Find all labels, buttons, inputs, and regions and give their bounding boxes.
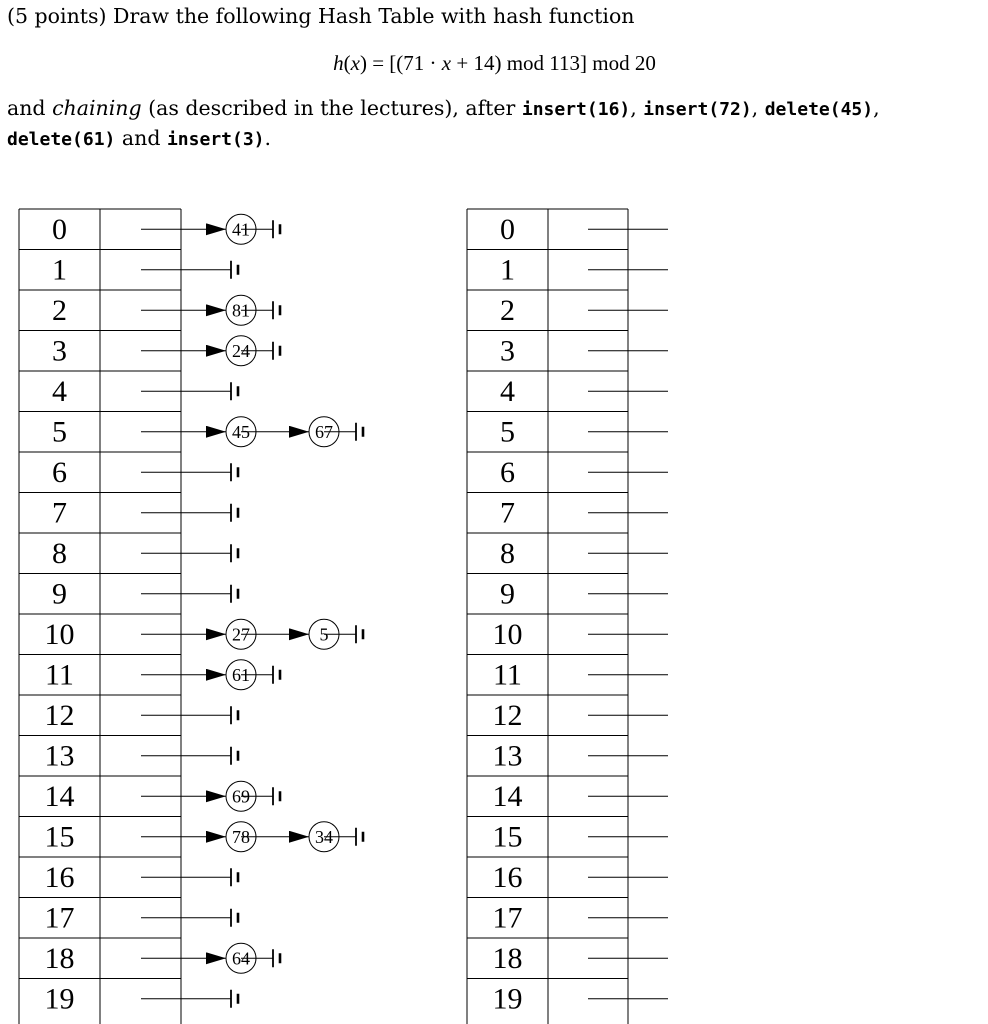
problem-intro: (5 points) Draw the following Hash Table with hash function <box>7 4 635 28</box>
answer-row-index: 11 <box>493 658 522 692</box>
answer-row-index: 8 <box>500 537 515 570</box>
chain-node-value: 45 <box>232 421 250 442</box>
sep-1: , <box>630 96 644 120</box>
answer-row-index: 19 <box>492 982 523 1016</box>
given-row-index: 13 <box>44 739 75 773</box>
answer-row-index: 5 <box>500 415 515 449</box>
sep-3: , <box>873 96 880 120</box>
chain-node-value: 67 <box>315 421 333 442</box>
hash-function-formula: h(x) = [(71 · x + 14) mod 113] mod 20 <box>333 51 656 75</box>
given-row-index: 0 <box>52 213 67 246</box>
formula-mid-var: x <box>441 51 452 75</box>
text-and-2: and <box>115 126 167 150</box>
chain-node-value: 69 <box>232 786 250 807</box>
answer-row-index: 9 <box>500 577 515 611</box>
answer-row-index: 14 <box>492 780 523 813</box>
answer-row-index: 17 <box>492 901 523 935</box>
op-delete-61: delete(61) <box>7 129 116 150</box>
chain-node-value: 5 <box>319 624 329 645</box>
given-row-index: 19 <box>44 982 75 1016</box>
answer-row-index: 4 <box>500 375 515 408</box>
given-row-index: 3 <box>52 334 67 368</box>
chain-node-value: 61 <box>232 664 250 685</box>
answer-row-index: 16 <box>492 861 523 894</box>
given-row-index: 14 <box>44 780 75 813</box>
op-insert-3: insert(3) <box>166 129 265 150</box>
chain-node-value: 78 <box>232 826 250 847</box>
op-insert-16: insert(16) <box>521 99 631 120</box>
chain-node-value: 27 <box>232 624 250 645</box>
answer-row-index: 10 <box>492 618 523 651</box>
given-row-index: 15 <box>44 820 75 854</box>
given-row-index: 11 <box>45 658 74 692</box>
answer-row-index: 1 <box>500 253 515 287</box>
sep-2: , <box>751 96 765 120</box>
text-and: and <box>7 96 53 120</box>
formula-eq-open: ) = [(71 · <box>359 51 442 75</box>
given-row-index: 6 <box>52 456 67 489</box>
given-row-index: 4 <box>52 375 67 408</box>
chaining-word: chaining <box>52 96 142 120</box>
given-row-index: 16 <box>44 861 75 894</box>
chain-node-value: 64 <box>232 948 250 969</box>
given-row-index: 2 <box>52 294 67 327</box>
text-lectures: (as described in the lectures), after <box>141 96 522 120</box>
given-row-index: 17 <box>44 901 75 935</box>
formula-rest: + 14) mod 113] mod 20 <box>451 51 656 75</box>
given-row-index: 1 <box>52 253 67 287</box>
given-row-index: 8 <box>52 537 67 570</box>
given-row-index: 10 <box>44 618 75 651</box>
chain-node-value: 34 <box>315 826 333 847</box>
given-row-index: 9 <box>52 577 67 611</box>
formula-var: x <box>350 51 360 75</box>
given-row-index: 12 <box>44 699 75 732</box>
answer-row-index: 0 <box>500 213 515 246</box>
given-row-index: 18 <box>44 942 75 975</box>
formula-fn: h <box>333 51 344 75</box>
op-delete-45: delete(45) <box>764 99 874 120</box>
answer-hash-table <box>467 209 668 1024</box>
answer-row-index: 15 <box>492 820 523 854</box>
answer-row-index: 3 <box>500 334 515 368</box>
chain-node-value: 81 <box>232 300 250 321</box>
answer-row-index: 7 <box>500 496 515 530</box>
given-hash-table <box>19 209 363 1024</box>
answer-row-index: 12 <box>492 699 523 732</box>
op-insert-72: insert(72) <box>643 99 752 120</box>
text-end: . <box>264 126 272 150</box>
chain-node-value: 41 <box>232 219 250 240</box>
given-row-index: 5 <box>52 415 67 449</box>
answer-row-index: 6 <box>500 456 515 489</box>
given-row-index: 7 <box>52 496 67 530</box>
answer-row-index: 13 <box>492 739 523 773</box>
answer-row-index: 18 <box>492 942 523 975</box>
answer-row-index: 2 <box>500 294 515 327</box>
chain-node-value: 24 <box>232 340 250 361</box>
